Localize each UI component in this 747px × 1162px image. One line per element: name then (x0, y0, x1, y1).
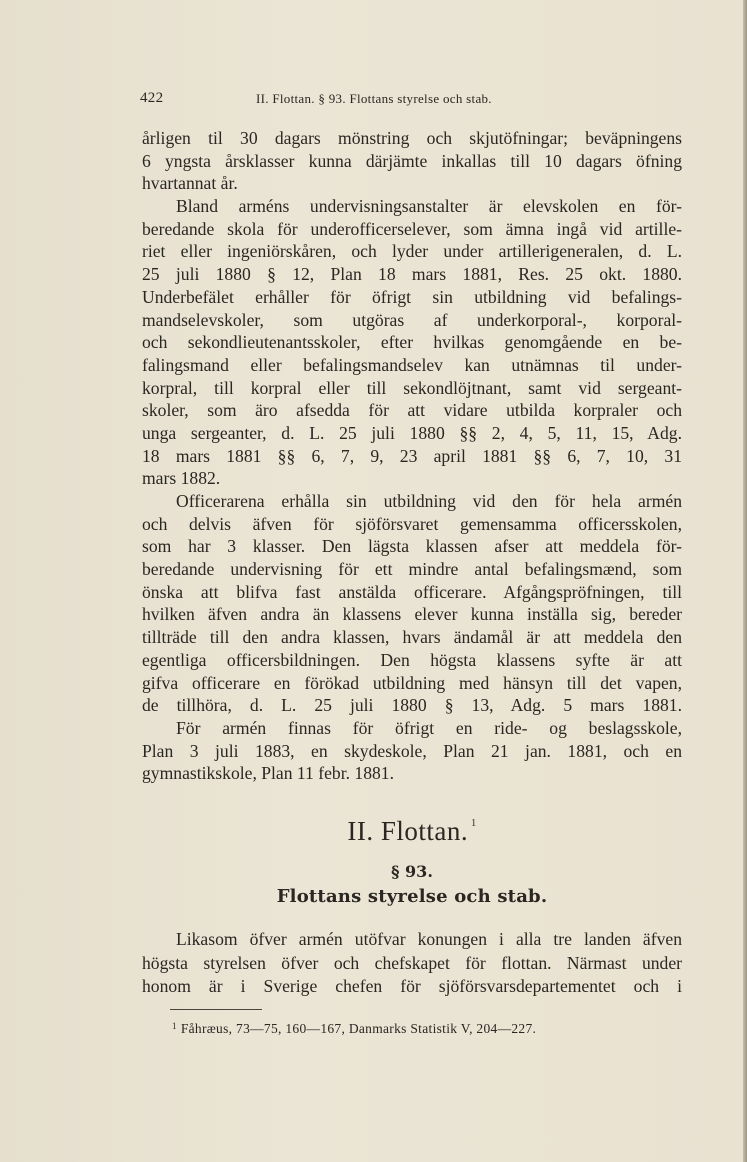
text-line: högsta styrelsen öfver och chefskapet för flottan. Närmast under (142, 952, 682, 973)
text-line: beredande skola för underofficerselever, som ämna ingå vid artille- (142, 218, 682, 239)
footnote-rule (170, 1009, 262, 1010)
text-line: beredande undervisning för ett mindre antal befalingsmænd, som (142, 559, 682, 580)
text-line: tillträde till den andra klassen, hvars ändamål är att meddela den (142, 627, 682, 648)
text-line: gifva officerare en förökad utbildning med hänsyn till det vapen, (142, 672, 682, 693)
section-title (142, 816, 682, 847)
text-line: skoler, som äro afsedda för att vidare utbilda korpraler och (142, 400, 682, 421)
text-line: årligen til 30 dagars mönstring och skjutöfningar; beväpningens (142, 128, 682, 148)
text-line: Bland arméns undervisningsanstalter är elevskolen en för- (176, 196, 682, 217)
text-line: hvilken äfven andra än klassens elever kunna inställa sig, bereder (142, 604, 682, 625)
body-text-block-2 (142, 928, 682, 999)
text-line: och sekondlieutenantsskoler, efter hvilkas genomgående en be- (142, 332, 682, 353)
body-text-block (142, 127, 682, 785)
running-header (140, 88, 680, 110)
text-line: unga sergeanter, d. L. 25 juli 1880 §§ 2, 4, 5, 11, 15, Adg. (142, 422, 682, 443)
text-line: Officerarena erhålla sin utbildning vid den för hela armén (176, 491, 682, 511)
text-line: mandselevskoler, som utgöras af underkorporal-, korporal- (142, 309, 682, 330)
section-subtitle: Flottans styrelse och stab. (276, 886, 548, 907)
text-line: 18 mars 1881 §§ 6, 7, 9, 23 april 1881 §§ 6, 7, 10, 31 (142, 445, 682, 466)
text-line: Likasom öfver armén utöfvar konungen i alla tre landen äfven (176, 929, 682, 949)
text-line: de tillhöra, d. L. 25 juli 1880 § 13, Adg. 5 mars 1881. (142, 695, 682, 716)
text-line: falingsmand eller befalingsmandselev kan utnämnas til under- (142, 354, 682, 375)
text-line: riet eller ingeniörskåren, och lyder under artillerigeneralen, d. L. (142, 241, 682, 262)
text-line: hvartannat år. (142, 173, 238, 194)
text-line: och delvis äfven för sjöförsvaret gemensamma officersskolen, (142, 513, 682, 534)
text-line: Underbefälet erhåller för öfrigt sin utbildning vid befalings- (142, 286, 682, 307)
text-line: 6 yngsta årsklasser kunna därjämte inkallas till 10 dagars öfning (142, 150, 682, 171)
text-line: honom är i Sverige chefen för sjöförsvarsdepartementet och i (142, 976, 682, 996)
footnote-mark: 1 (471, 818, 477, 829)
page-edge-shadow (743, 0, 747, 1162)
text-line: mars 1882. (142, 468, 221, 489)
text-line: 25 juli 1880 § 12, Plan 18 mars 1881, Res. 25 okt. 1880. (142, 264, 682, 285)
running-head: II. Flottan. § 93. Flottans styrelse och stab. (256, 91, 492, 106)
text-line: önska att blifva fast anstälda officerare. Afgångspröfningen, till (142, 581, 682, 602)
page-number: 422 (140, 90, 164, 106)
text-line: För armén finnas för öfrigt en ride- og beslagsskole, (176, 717, 682, 738)
text-line: som har 3 klasser. Den lägsta klassen afser att meddela för- (142, 536, 682, 557)
footnote-number: 1 (172, 1021, 177, 1031)
text-line: korpral, till korpral eller till sekondlöjtnant, samt vid sergeant- (142, 377, 682, 398)
section-paragraph-number: § 93. (391, 862, 433, 881)
footnote-text: Fåhræus, 73—75, 160—167, Danmarks Statistik V, 204—227. (180, 1021, 537, 1036)
text-line: egentliga officersbildningen. Den högsta klassens syfte är att (142, 649, 682, 670)
text-line: gymnastikskole, Plan 11 febr. 1881. (142, 763, 394, 784)
footnote (172, 1021, 536, 1037)
section-title-text: II. Flottan. (347, 816, 469, 846)
text-line: Plan 3 juli 1883, en skydeskole, Plan 21 jan. 1881, och en (142, 740, 682, 761)
